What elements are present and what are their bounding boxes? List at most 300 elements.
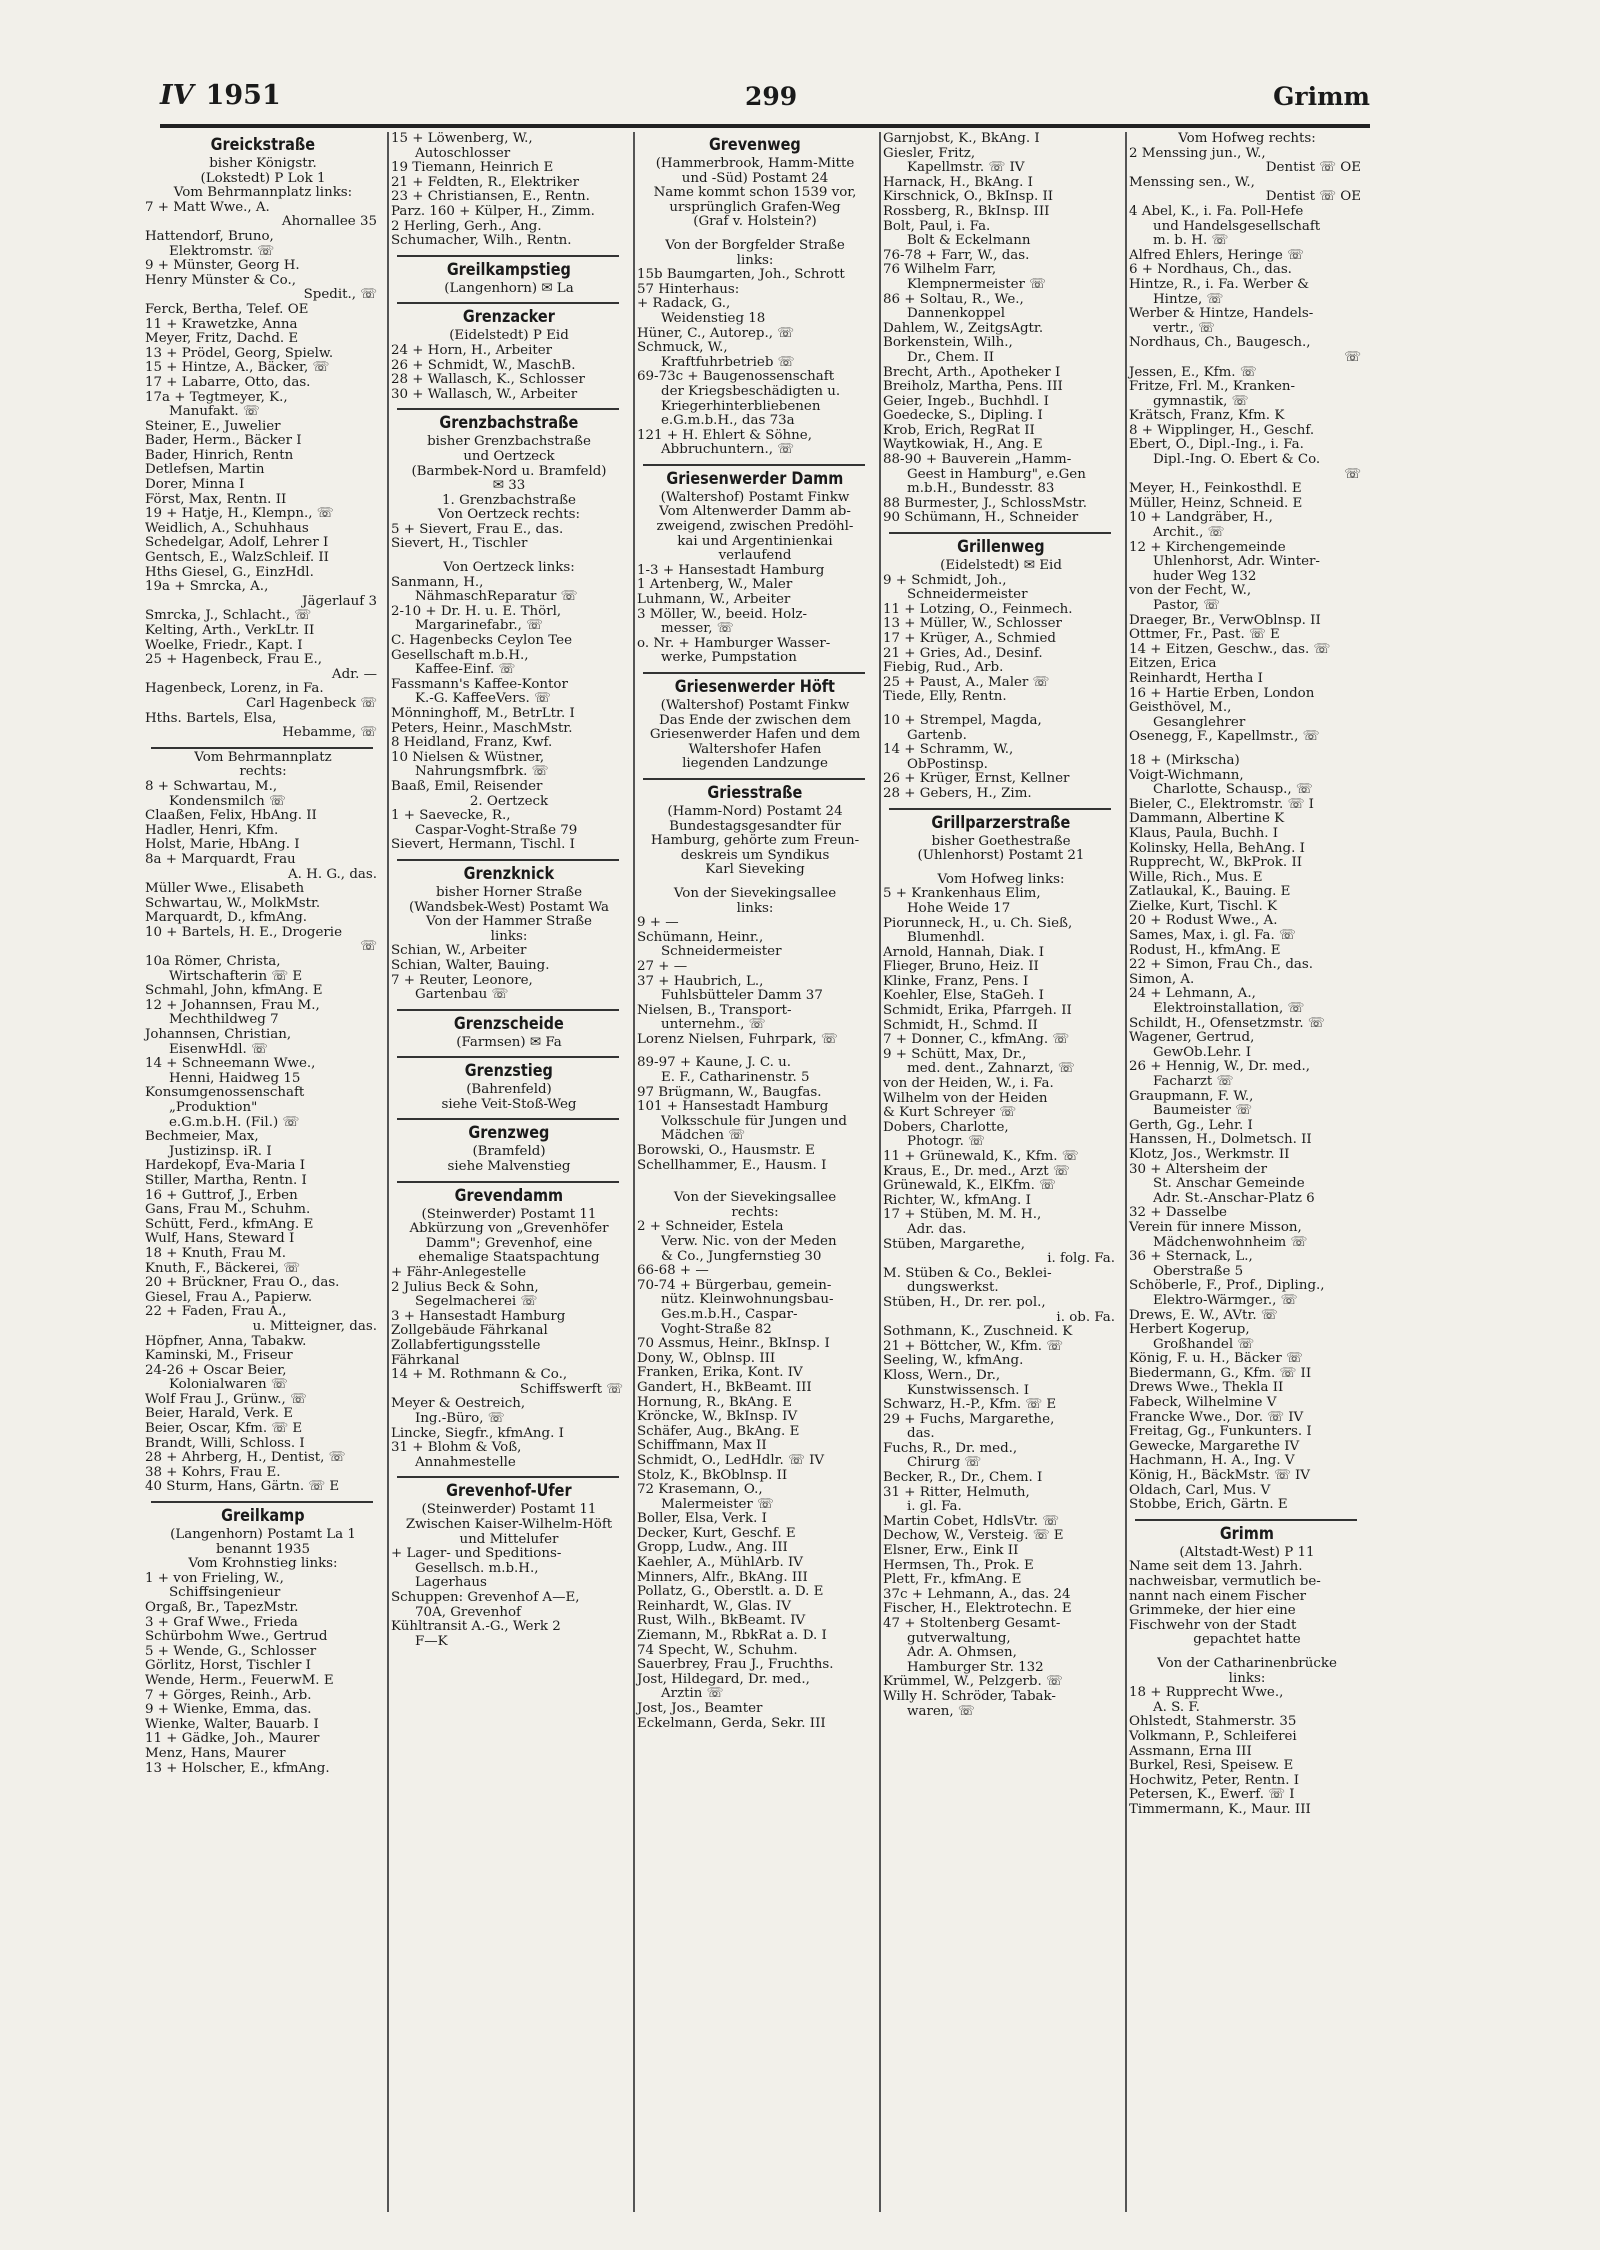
directory-entry: Francke Wwe., Dor. ☏ IV [1129, 1410, 1304, 1425]
directory-entry: ☏ [1344, 467, 1361, 482]
directory-entry: Dobers, Charlotte, [883, 1120, 1009, 1135]
directory-entry: Dammann, Albertine K [1129, 812, 1285, 827]
directory-entry: 14 + Schneemann Wwe., [145, 1057, 316, 1072]
directory-entry: Schiffmann, Max II [637, 1439, 767, 1454]
directory-entry: 2-10 + Dr. H. u. E. Thörl, [391, 604, 562, 619]
directory-entry: 47 + Stoltenberg Gesamt- [883, 1617, 1061, 1631]
directory-entry: 3 Möller, W., beeid. Holz- [637, 607, 808, 622]
directory-entry: Willy H. Schröder, Tabak- [883, 1689, 1056, 1704]
directory-entry: Adr. das. [907, 1222, 967, 1237]
directory-entry: A. H. G., das. [287, 867, 377, 882]
directory-entry: Nielsen, B., Transport- [637, 1003, 792, 1018]
directory-entry: Goedecke, S., Dipling. I [883, 409, 1043, 424]
street-note: Vom Hofweg rechts: [1178, 132, 1316, 146]
street-note: Hamburg, gehörte zum Freun- [650, 834, 860, 849]
directory-entry: Archit., ☏ [1153, 526, 1225, 541]
directory-entry: Giesler, Fritz, [883, 146, 976, 161]
directory-entry: Jost, Jos., Beamter [637, 1702, 763, 1716]
directory-entry: Garnjobst, K., BkAng. I [883, 132, 1040, 146]
directory-entry: Dechow, W., Versteig. ☏ E [883, 1529, 1064, 1544]
directory-entry: Fabeck, Wilhelmine V [1129, 1396, 1277, 1411]
directory-entry: Verein für innere Misson, [1129, 1220, 1302, 1235]
directory-entry: Schöberle, F., Prof., Dipling., [1129, 1279, 1325, 1294]
directory-entry: Schmahl, John, kfmAng. E [145, 984, 323, 999]
street-heading: Grenzstieg [464, 1061, 553, 1082]
street-heading: Griesenwerder Damm [666, 468, 844, 489]
directory-entry: Fischwehr von der Stadt [1129, 1618, 1297, 1633]
street-note: gepachtet hatte [1193, 1633, 1301, 1648]
directory-entry: Hohe Weide 17 [907, 901, 1011, 916]
directory-entry: Adr. — [331, 667, 377, 682]
directory-entry: Gropp, Ludw., Ang. III [637, 1541, 788, 1556]
directory-entry: o. Nr. + Hamburger Wasser- [637, 636, 831, 651]
directory-entry: Brandt, Willi, Schloss. I [145, 1436, 305, 1451]
directory-entry: König, F. u. H., Bäcker ☏ [1129, 1352, 1303, 1367]
directory-entry: Franken, Erika, Kont. IV [637, 1366, 803, 1381]
directory-entry: 70 Assmus, Heinr., BkInsp. I [637, 1337, 830, 1352]
directory-entry: 72 Krasemann, O., [637, 1483, 763, 1498]
directory-entry: Gartenb. [907, 728, 967, 743]
directory-entry: 1 + Saevecke, R., [391, 809, 511, 824]
directory-entry: 26 + Hennig, W., Dr. med., [1129, 1060, 1311, 1075]
directory-entry: 9 + Wienke, Emma, das. [145, 1703, 312, 1718]
directory-entry: 28 + Wallasch, K., Schlosser [391, 373, 585, 388]
directory-entry: 19 Tiemann, Heinrich E [391, 161, 554, 176]
directory-entry: König, H., BäckMstr. ☏ IV [1129, 1469, 1310, 1484]
directory-entry: Decker, Kurt, Geschf. E [637, 1526, 796, 1541]
spacer [1127, 1648, 1365, 1657]
directory-entry: Wolf Frau J., Grünw., ☏ [145, 1392, 307, 1407]
directory-entry: Burkel, Resi, Speisew. E [1129, 1759, 1294, 1774]
directory-entry: Meyer, H., Feinkosthdl. E [1129, 482, 1302, 497]
directory-entry: 11 + Gädke, Joh., Maurer [145, 1732, 320, 1747]
directory-entry: 2 Herling, Gerh., Ang. [391, 219, 542, 234]
directory-entry: Stüben, H., Dr. rer. pol., [883, 1295, 1046, 1310]
directory-entry: C. Hagenbecks Ceylon Tee [391, 634, 573, 649]
volume-year [160, 80, 281, 111]
street-note: ✉ 33 [492, 479, 526, 494]
directory-entry: Pollatz, G., Oberstlt. a. D. E [637, 1585, 824, 1600]
directory-entry: Timmermann, K., Maur. III [1129, 1802, 1311, 1817]
directory-entry: 10 + Bartels, H. E., Drogerie [145, 925, 343, 940]
directory-entry: Kolinsky, Hella, BehAng. I [1129, 841, 1305, 856]
directory-entry: Nahrungsmfbrk. ☏ [415, 765, 549, 780]
directory-entry: 1 Artenberg, W., Maler [637, 578, 793, 593]
street-note: (Bramfeld) [472, 1145, 546, 1160]
directory-entry: Volkmann, P., Schleiferei [1129, 1729, 1297, 1744]
street-note: ehemalige Staatspachtung [418, 1251, 600, 1266]
street-heading: Greilkamp [221, 1506, 305, 1527]
directory-entry: 18 + Rupprecht Wwe., [1129, 1686, 1284, 1701]
street-note: siehe Malvenstieg [447, 1160, 571, 1175]
directory-entry: 8 Heidland, Franz, Kwf. [391, 736, 553, 751]
directory-entry: Hüner, C., Autorep., ☏ [637, 326, 794, 341]
directory-entry: Klempnermeister ☏ [907, 277, 1046, 292]
directory-entry: Krümmel, W., Pelzgerb. ☏ [883, 1675, 1063, 1690]
street-note: Waltershofer Hafen [688, 742, 822, 757]
section-rule [397, 302, 619, 304]
directory-entry: Henry Münster & Co., [145, 273, 297, 288]
street-heading: Grenzbachstraße [439, 413, 579, 434]
directory-entry: Malermeister ☏ [661, 1497, 774, 1512]
directory-entry: Henni, Haidweg 15 [169, 1071, 301, 1086]
directory-entry: Fährkanal [391, 1353, 460, 1368]
directory-entry: 14 + Eitzen, Geschw., das. ☏ [1129, 642, 1331, 657]
directory-entry: Kriegerhinterbliebenen [661, 399, 821, 414]
section-rule [643, 464, 865, 466]
directory-entry: Menz, Hans, Maurer [145, 1746, 286, 1761]
street-note: (Steinwerder) Postamt 11 [421, 1207, 597, 1222]
street-note: kai und Argentinienkai [677, 534, 833, 549]
directory-entry: Höpfner, Anna, Tabakw. [145, 1334, 307, 1349]
directory-entry: Wulf, Hans, Steward I [145, 1232, 295, 1247]
directory-entry: Krätsch, Franz, Kfm. K [1129, 409, 1285, 424]
street-note: (Lokstedt) P Lok 1 [200, 171, 326, 186]
directory-entry: Klotz, Jos., Werkmstr. II [1129, 1147, 1290, 1162]
directory-entry: 2 + Schneider, Estela [637, 1220, 784, 1235]
directory-entry: Spedit., ☏ [303, 288, 377, 303]
directory-entry: F—K [415, 1634, 448, 1649]
section-rule [151, 1501, 373, 1503]
directory-entry: 90 Schümann, H., Schneider [883, 511, 1079, 526]
directory-entry: Elsner, Erw., Eink II [883, 1544, 1019, 1559]
directory-columns [143, 132, 1373, 2212]
directory-entry: Schwarz, H.-P., Kfm. ☏ E [883, 1398, 1057, 1413]
directory-entry: Schümann, Heinr., [637, 930, 764, 945]
directory-entry: 27 + — [637, 959, 688, 974]
directory-entry: Geest in Hamburg", e.Gen [907, 467, 1086, 482]
directory-entry: 21 + Gries, Ad., Desinf. [883, 646, 1043, 661]
directory-entry: Waytkowiak, H., Ang. E [883, 438, 1043, 453]
directory-entry: Hachmann, H. A., Ing. V [1129, 1454, 1295, 1469]
directory-entry: 10 Nielsen & Wüstner, [391, 750, 545, 765]
directory-entry: Mönninghoff, M., BetrLtr. I [391, 707, 575, 721]
street-note: links: [736, 253, 774, 268]
street-note: 2. Oertzeck [469, 794, 549, 809]
directory-entry: 16 + Hartie Erben, London [1129, 686, 1315, 701]
street-note: (Uhlenhorst) Postamt 21 [917, 849, 1085, 864]
street-note: bisher Goethestraße [931, 834, 1071, 849]
directory-entry: 28 + Ahrberg, H., Dentist, ☏ [145, 1451, 346, 1466]
directory-entry: 88-90 + Bauverein „Hamm- [883, 453, 1072, 468]
street-note: Vom Krohnstieg links: [188, 1557, 338, 1572]
directory-entry: Beier, Oscar, Kfm. ☏ E [145, 1422, 303, 1437]
directory-entry: Kloss, Wern., Dr., [883, 1368, 1001, 1383]
directory-entry: Schumacher, Wilh., Rentn. [391, 234, 572, 249]
directory-entry: 36 + Sternack, L., [1129, 1250, 1253, 1265]
directory-entry: 9 + Schütt, Max, Dr., [883, 1047, 1027, 1062]
spacer [389, 552, 627, 561]
directory-entry: 19 + Hatje, H., Klempn., ☏ [145, 507, 334, 522]
street-heading: Grillparzerstraße [931, 812, 1071, 833]
directory-entry: Großhandel ☏ [1153, 1337, 1255, 1352]
directory-entry: Margarinefabr., ☏ [415, 619, 543, 634]
street-note: rechts: [239, 765, 287, 780]
directory-entry: 76-78 + Farr, W., das. [883, 248, 1030, 263]
directory-entry: Reinhardt, Hertha I [1129, 671, 1263, 686]
directory-entry: Minners, Alfr., BkAng. III [637, 1570, 808, 1585]
directory-entry: Schedelgar, Adolf, Lehrer I [145, 536, 329, 551]
street-note: (Graf v. Holstein?) [693, 215, 817, 230]
directory-entry: & Kurt Schreyer ☏ [883, 1106, 1017, 1121]
directory-entry: 70-74 + Bürgerbau, gemein- [637, 1278, 832, 1293]
street-note: (Farmsen) ✉ Fa [456, 1035, 562, 1050]
directory-entry: 15 + Löwenberg, W., [391, 132, 533, 146]
directory-entry: Schneidermeister [661, 945, 782, 960]
directory-entry: 76 Wilhelm Farr, [883, 263, 997, 278]
directory-entry: 28 + Gebers, H., Zim. [883, 786, 1032, 801]
section-rule [643, 778, 865, 780]
section-rule [397, 1009, 619, 1011]
directory-entry: 14 + M. Rothmann & Co., [391, 1368, 568, 1383]
directory-entry: Fuchs, R., Dr. med., [883, 1441, 1018, 1456]
directory-entry: Meyer & Oestreich, [391, 1397, 526, 1412]
directory-entry: Richter, W., kfmAng. I [883, 1193, 1031, 1208]
directory-entry: Fiebig, Rud., Arb. [883, 661, 1004, 676]
street-note: (Waltershof) Postamt Finkw [660, 490, 850, 505]
directory-entry: Abbruchuntern., ☏ [661, 443, 795, 458]
directory-entry: 121 + H. Ehlert & Söhne, [637, 428, 812, 443]
directory-entry: + Lager- und Speditions- [391, 1547, 562, 1562]
directory-entry: Hagenbeck, Lorenz, in Fa. [145, 682, 324, 697]
directory-entry: 12 + Kirchengemeinde [1129, 540, 1286, 555]
directory-entry: Schiffswerft ☏ [519, 1382, 623, 1397]
column-5 [1127, 132, 1365, 2212]
street-note: Von der Borgfelder Straße [665, 238, 845, 253]
directory-entry: 11 + Krawetzke, Anna [145, 317, 298, 332]
directory-entry: 13 + Prödel, Georg, Spielw. [145, 346, 334, 361]
directory-entry: Schneidermeister [907, 588, 1028, 603]
directory-entry: nachweisbar, vermutlich be- [1129, 1575, 1321, 1589]
directory-entry: Hermsen, Th., Prok. E [883, 1558, 1034, 1573]
directory-entry: Annahmestelle [415, 1455, 516, 1470]
directory-entry: Boller, Elsa, Verk. I [637, 1512, 767, 1527]
directory-entry: Grünewald, K., ElKfm. ☏ [883, 1179, 1056, 1194]
directory-entry: Nordhaus, Ch., Baugesch., [1129, 336, 1311, 351]
directory-entry: 25 + Paust, A., Maler ☏ [883, 675, 1050, 690]
directory-entry: u. Mitteigner, das. [252, 1319, 377, 1334]
directory-entry: Stolz, K., BkOblnsp. II [637, 1468, 788, 1483]
directory-entry: 17 + Stüben, M. M. H., [883, 1208, 1042, 1223]
directory-entry: Schwartau, W., MolkMstr. [145, 896, 321, 911]
directory-entry: ☏ [1344, 350, 1361, 365]
directory-entry: Voigt-Wichmann, [1129, 768, 1244, 783]
street-note: (Bahrenfeld) [466, 1083, 552, 1098]
directory-entry: Schütt, Ferd., kfmAng. E [145, 1217, 314, 1232]
directory-entry: 5 + Wende, G., Schlosser [145, 1644, 317, 1659]
column-divider [633, 132, 635, 2212]
directory-entry: 15 + Hintze, A., Bäcker, ☏ [145, 361, 330, 376]
street-note: Zwischen Kaiser-Wilhelm-Höft [405, 1517, 613, 1532]
directory-entry: Claaßen, Felix, HbAng. II [145, 809, 317, 824]
directory-entry: Hintze, R., i. Fa. Werber & [1129, 277, 1310, 292]
section-rule [1135, 1519, 1357, 1521]
directory-entry: 23 + Christiansen, E., Rentn. [391, 190, 590, 205]
directory-entry: 4 Abel, K., i. Fa. Poll-Hefe [1129, 204, 1304, 219]
directory-entry: Verw. Nic. von der Meden [661, 1235, 837, 1249]
directory-entry: Zielke, Kurt, Tischl. K [1129, 899, 1277, 914]
street-note: verlaufend [718, 549, 792, 564]
street-heading: Grevenhof-Ufer [446, 1481, 572, 1502]
directory-entry: Gesellschaft m.b.H., [391, 648, 529, 663]
street-note: bisher Horner Straße [435, 885, 583, 900]
street-note: (Hammerbrook, Hamm-Mitte [655, 157, 855, 171]
directory-entry: Hattendorf, Bruno, [145, 229, 274, 244]
street-note: Griesenwerder Hafen und dem [649, 728, 861, 743]
directory-entry: Dr., Chem. II [907, 350, 995, 365]
street-note: (Wandsbek-West) Postamt Wa [408, 900, 610, 915]
directory-entry: 74 Specht, W., Schuhm. [637, 1643, 798, 1658]
directory-entry: Drews, E. W., AVtr. ☏ [1129, 1308, 1278, 1323]
directory-entry: 17 + Krüger, A., Schmied [883, 632, 1056, 646]
directory-entry: Manufakt. ☏ [169, 405, 260, 420]
directory-entry: 20 + Brückner, Frau O., das. [145, 1276, 340, 1291]
directory-entry: St. Anschar Gemeinde [1153, 1177, 1305, 1192]
section-rule [397, 1476, 619, 1478]
street-heading: Grevendamm [454, 1185, 564, 1206]
directory-entry: unternehm., ☏ [661, 1018, 766, 1033]
directory-entry: Volksschule für Jungen und [661, 1114, 847, 1129]
directory-entry: vertr., ☏ [1153, 321, 1215, 336]
directory-entry: Dannenkoppel [907, 307, 1006, 322]
directory-entry: 89-97 + Kaune, J. C. u. [637, 1056, 792, 1071]
directory-entry: Eckelmann, Gerda, Sekr. III [637, 1716, 826, 1731]
directory-entry: Becker, R., Dr., Chem. I [883, 1471, 1043, 1486]
directory-entry: Dony, W., Oblnsp. III [637, 1351, 776, 1366]
street-note: und Mittelufer [459, 1532, 559, 1547]
street-note: Von der Catharinenbrücke [1157, 1656, 1337, 1671]
directory-entry: + Fähr-Anlegestelle [391, 1266, 527, 1281]
directory-entry: Sauerbrey, Frau J., Fruchths. [637, 1658, 834, 1673]
directory-entry: Borowski, O., Hausmstr. E [637, 1144, 815, 1159]
directory-entry: Luhmann, W., Arbeiter [637, 593, 791, 608]
directory-entry: Adr. St.-Anschar-Platz 6 [1153, 1191, 1315, 1206]
street-note: Abkürzung von „Grevenhöfer [409, 1222, 609, 1237]
section-rule [397, 255, 619, 257]
directory-entry: 21 + Böttcher, W., Kfm. ☏ [883, 1339, 1064, 1354]
directory-entry: Reinhardt, W., Glas. IV [637, 1599, 791, 1614]
street-note: Vom Behrmannplatz [194, 750, 332, 765]
directory-entry: Brecht, Arth., Apotheker I [883, 365, 1061, 380]
directory-entry: Justizinsp. iR. I [169, 1144, 272, 1159]
directory-entry: 22 + Faden, Frau A., [145, 1305, 287, 1320]
directory-entry: Ärztin ☏ [661, 1687, 724, 1702]
directory-entry: Stiller, Martha, Rentn. I [145, 1173, 307, 1188]
directory-entry: 10a Römer, Christa, [145, 955, 281, 970]
directory-entry: Dahlem, W., ZeitgsAgtr. [883, 321, 1044, 336]
street-note: links: [736, 901, 774, 916]
directory-entry: Weidlich, A., Schuhhaus [145, 521, 309, 536]
section-rule [151, 747, 373, 749]
directory-entry: Beier, Harald, Verk. E [145, 1407, 293, 1422]
directory-entry: 88 Burmester, J., SchlossMstr. [883, 496, 1088, 511]
directory-entry: Fritze, Frl. M., Kranken- [1129, 380, 1296, 395]
directory-entry: Schäfer, Aug., BkAng. E [637, 1424, 800, 1439]
directory-entry: 17 + Labarre, Otto, das. [145, 375, 311, 390]
directory-entry: Klaus, Paula, Buchh. I [1129, 826, 1279, 841]
directory-entry: Gandert, H., BkBeamt. III [637, 1380, 812, 1395]
directory-entry: Müller, Heinz, Schneid. E [1129, 496, 1303, 511]
directory-entry: Johannsen, Christian, [145, 1028, 292, 1043]
directory-entry: 15b Baumgarten, Joh., Schrott [637, 268, 845, 283]
directory-entry: Petersen, K., Ewerf. ☏ I [1129, 1788, 1295, 1803]
directory-entry: 31 + Blohm & Voß, [391, 1441, 522, 1456]
directory-entry: Gans, Frau M., Schuhm. [145, 1203, 311, 1218]
directory-entry: 32 + Dasselbe [1129, 1206, 1227, 1221]
directory-entry: Kaffee-Einf. ☏ [415, 663, 516, 678]
street-note: 1. Grenzbachstraße [442, 493, 576, 508]
directory-entry: Wende, Herm., FeuerwM. E [145, 1673, 334, 1688]
directory-entry: Oldach, Carl, Mus. V [1129, 1483, 1271, 1498]
directory-entry: Konsumgenossenschaft [145, 1086, 305, 1101]
year: 1951 [205, 80, 281, 111]
directory-entry: Mädchenwohnheim ☏ [1153, 1235, 1308, 1250]
directory-entry: Hebamme, ☏ [282, 726, 377, 741]
directory-entry: Schmidt, H., Schmd. II [883, 1018, 1038, 1033]
directory-entry: Görlitz, Horst, Tischler I [145, 1659, 311, 1674]
street-note: Von der Sievekingsallee [673, 886, 837, 901]
directory-entry: Wienke, Walter, Bauarb. I [145, 1717, 319, 1732]
directory-entry: m. b. H. ☏ [1153, 234, 1229, 249]
directory-entry: Gesanglehrer [1153, 715, 1246, 730]
directory-entry: Bolt, Paul, i. Fa. [883, 219, 991, 234]
directory-entry: 1 + von Frieling, W., [145, 1571, 284, 1586]
directory-entry: 30 + Wallasch, W., Arbeiter [391, 387, 578, 402]
directory-entry: Elektroinstallation, ☏ [1153, 1002, 1305, 1017]
directory-entry: Lorenz Nielsen, Fuhrpark, ☏ [637, 1032, 838, 1047]
directory-entry: 18 + (Mirkscha) [1129, 753, 1240, 768]
header-rule [160, 124, 1370, 128]
directory-entry: Ohlstedt, Stahmerstr. 35 [1129, 1715, 1297, 1730]
directory-entry: 11 + Grünewald, K., Kfm. ☏ [883, 1150, 1079, 1164]
directory-entry: Schuppen: Grevenhof A—E, [391, 1590, 580, 1605]
spacer [881, 705, 1119, 714]
section-rule [397, 1181, 619, 1183]
street-note: (Waltershof) Postamt Finkw [660, 699, 850, 713]
directory-entry: Knuth, F., Bäckerei, ☏ [145, 1261, 300, 1276]
section-rule [397, 859, 619, 861]
directory-entry: 37c + Lehmann, A., das. 24 [883, 1587, 1071, 1602]
directory-entry: Hornung, R., BkAng. E [637, 1395, 793, 1410]
directory-entry: 7 + Donner, C., kfmAng. ☏ [883, 1033, 1070, 1048]
directory-entry: Schiffsingenieur [169, 1586, 281, 1601]
street-note: rechts: [731, 1205, 779, 1220]
directory-entry: Hths. Bartels, Elsa, [145, 711, 277, 726]
directory-entry: Rodust, H., kfmAng. E [1129, 943, 1281, 958]
street-note: (Langenhorn) ✉ La [444, 281, 574, 296]
directory-entry: Carl Hagenbeck ☏ [245, 696, 377, 711]
directory-entry: Giesel, Frau A., Papierw. [145, 1290, 313, 1305]
directory-entry: ObPostinsp. [907, 757, 988, 772]
directory-entry: Fischer, H., Elektrotechn. E [883, 1602, 1072, 1617]
directory-entry: Orgaß, Br., TapezMstr. [145, 1601, 299, 1615]
directory-entry: Sievert, H., Tischler [391, 537, 528, 552]
directory-entry: Jägerlauf 3 [302, 594, 377, 609]
directory-entry: 37 + Haubrich, L., [637, 974, 764, 989]
directory-entry: 6 + Nordhaus, Ch., das. [1129, 263, 1292, 278]
street-note: Vom Behrmannplatz links: [173, 186, 353, 201]
directory-entry: 10 + Landgräber, H., [1129, 511, 1273, 526]
directory-entry: Hardekopf, Eva-Maria I [145, 1159, 306, 1174]
spacer [635, 1047, 873, 1056]
directory-entry: 2 Julius Beck & Sohn, [391, 1280, 539, 1295]
directory-entry: Müller Wwe., Elisabeth [145, 882, 305, 897]
directory-entry: A. S. F. [1153, 1700, 1200, 1715]
directory-entry: Mädchen ☏ [661, 1129, 745, 1144]
directory-entry: Koehler, Else, StaGeh. I [883, 989, 1044, 1004]
street-heading: Greickstraße [210, 135, 316, 155]
directory-entry: Elektromstr. ☏ [169, 244, 275, 259]
